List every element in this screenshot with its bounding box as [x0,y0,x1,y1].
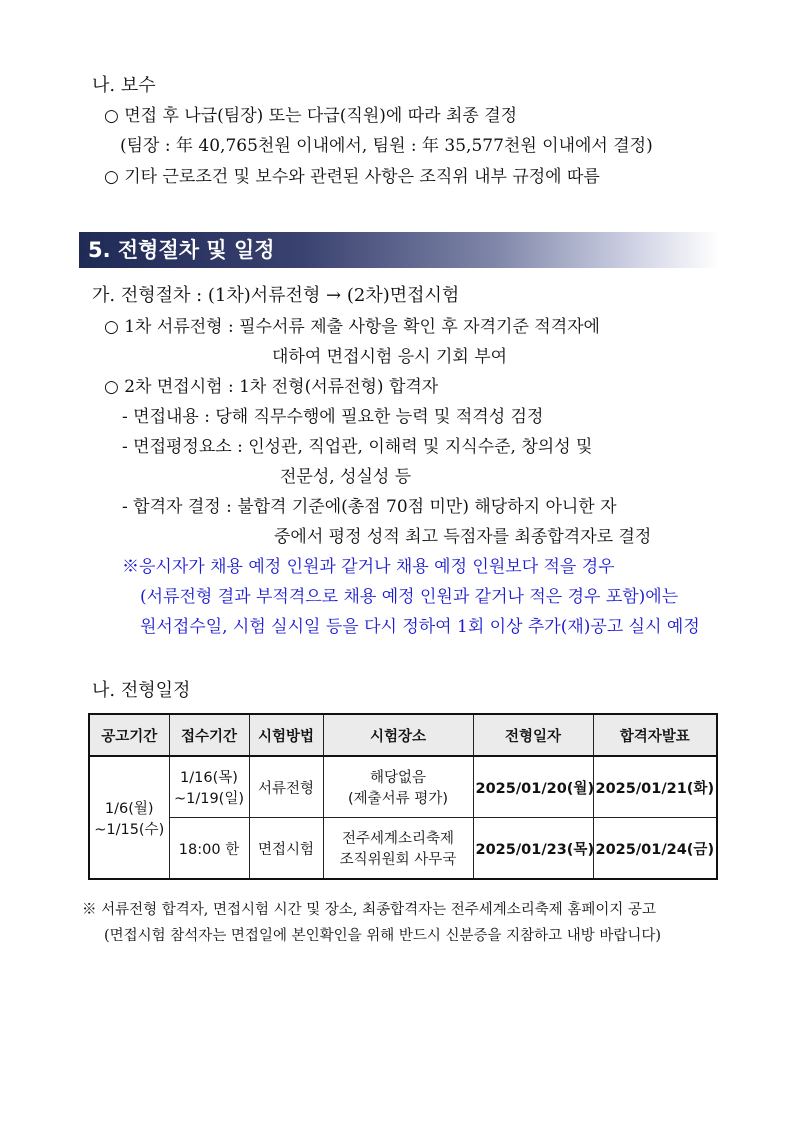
announcement-cell: 2025/01/21(화) [593,756,717,818]
footnote-line1: ※ 서류전형 합격자, 면접시험 시간 및 장소, 최종합격자는 전주세계소리축제 홈페이지 공고 [82,902,657,918]
receipt-period-cell [169,756,249,818]
exam-place-line2: 조직위원회 사무국 [339,852,457,868]
schedule-table [88,713,718,880]
salary-item-2: ○ 기타 근로조건 및 보수와 관련된 사항은 조직위 내부 규정에 따름 [104,167,600,187]
table-header-row [89,714,717,756]
header-announcement: 합격자발표 [593,714,717,756]
header-exam-method: 시험방법 [249,714,323,756]
table-row [89,818,717,880]
notice-line1: ※응시자가 채용 예정 인원과 같거나 채용 예정 인원보다 적을 경우 [122,557,615,577]
interview-criteria-line1: - 면접평정요소 : 인성관, 직업관, 이해력 및 지식수준, 창의성 및 [122,437,593,457]
notice-period-cell [89,756,169,879]
salary-item-1-note: (팀장 : 年 40,765천원 이내에서, 팀원 : 年 35,577천원 이내에서 결정) [120,136,653,156]
header-receipt-period: 접수기간 [169,714,249,756]
exam-date-cell: 2025/01/23(목) [473,818,593,880]
interview-content: - 면접내용 : 당해 직무수행에 필요한 능력 및 적격성 검정 [122,407,544,427]
exam-date-cell: 2025/01/20(월) [473,756,593,818]
exam-method-cell: 서류전형 [249,756,323,818]
exam-place-cell [323,756,473,818]
footnote-line2: (면접시험 참석자는 면접일에 본인확인을 위해 반드시 신분증을 지참하고 내방 바랍니다) [104,928,662,944]
step1-line1: ○ 1차 서류전형 : 필수서류 제출 사항을 확인 후 자격기준 적격자에 [104,317,600,337]
decision-line2: 중에서 평정 성적 최고 득점자를 최종합격자로 결정 [274,527,652,547]
interview-criteria-line2: 전문성, 성실성 등 [280,467,412,487]
receipt-period-end: ~1/19(일) [173,791,245,807]
exam-place-line1: 전주세계소리축제 [341,831,455,847]
section-heading: 5. 전형절차 및 일정 [88,238,275,262]
exam-place-cell [323,818,473,880]
header-notice-period: 공고기간 [89,714,169,756]
header-exam-date: 전형일자 [473,714,593,756]
header-exam-place: 시험장소 [323,714,473,756]
salary-item-1: ○ 면접 후 나급(팀장) 또는 다급(직원)에 따라 최종 결정 [104,106,518,126]
step1-line2: 대하여 면접시험 응시 기회 부여 [272,347,508,367]
exam-place-line1: 해당없음 [369,770,427,786]
receipt-period-start: 1/16(목) [180,770,238,786]
notice-period-end: ~1/15(수) [94,821,165,838]
exam-method-cell: 면접시험 [249,818,323,880]
receipt-time-cell: 18:00 한 [169,818,249,880]
notice-period-start: 1/6(월) [104,800,154,817]
notice-line3: 원서접수일, 시험 실시일 등을 다시 정하여 1회 이상 추가(재)공고 실시 예정 [140,617,700,637]
schedule-title: 나. 전형일정 [92,680,191,701]
exam-place-line2: (제출서류 평가) [348,791,448,807]
notice-line2: (서류전형 결과 부적격으로 채용 예정 인원과 같거나 적은 경우 포함)에는 [140,587,679,607]
procedure-title: 가. 전형절차 : (1차)서류전형 → (2차)면접시험 [92,285,460,306]
step2: ○ 2차 면접시험 : 1차 전형(서류전형) 합격자 [104,377,439,397]
salary-title: 나. 보수 [92,75,156,96]
table-row [89,756,717,818]
decision-line1: - 합격자 결정 : 불합격 기준에(총점 70점 미만) 해당하지 아니한 자 [122,497,617,517]
announcement-cell: 2025/01/24(금) [593,818,717,880]
